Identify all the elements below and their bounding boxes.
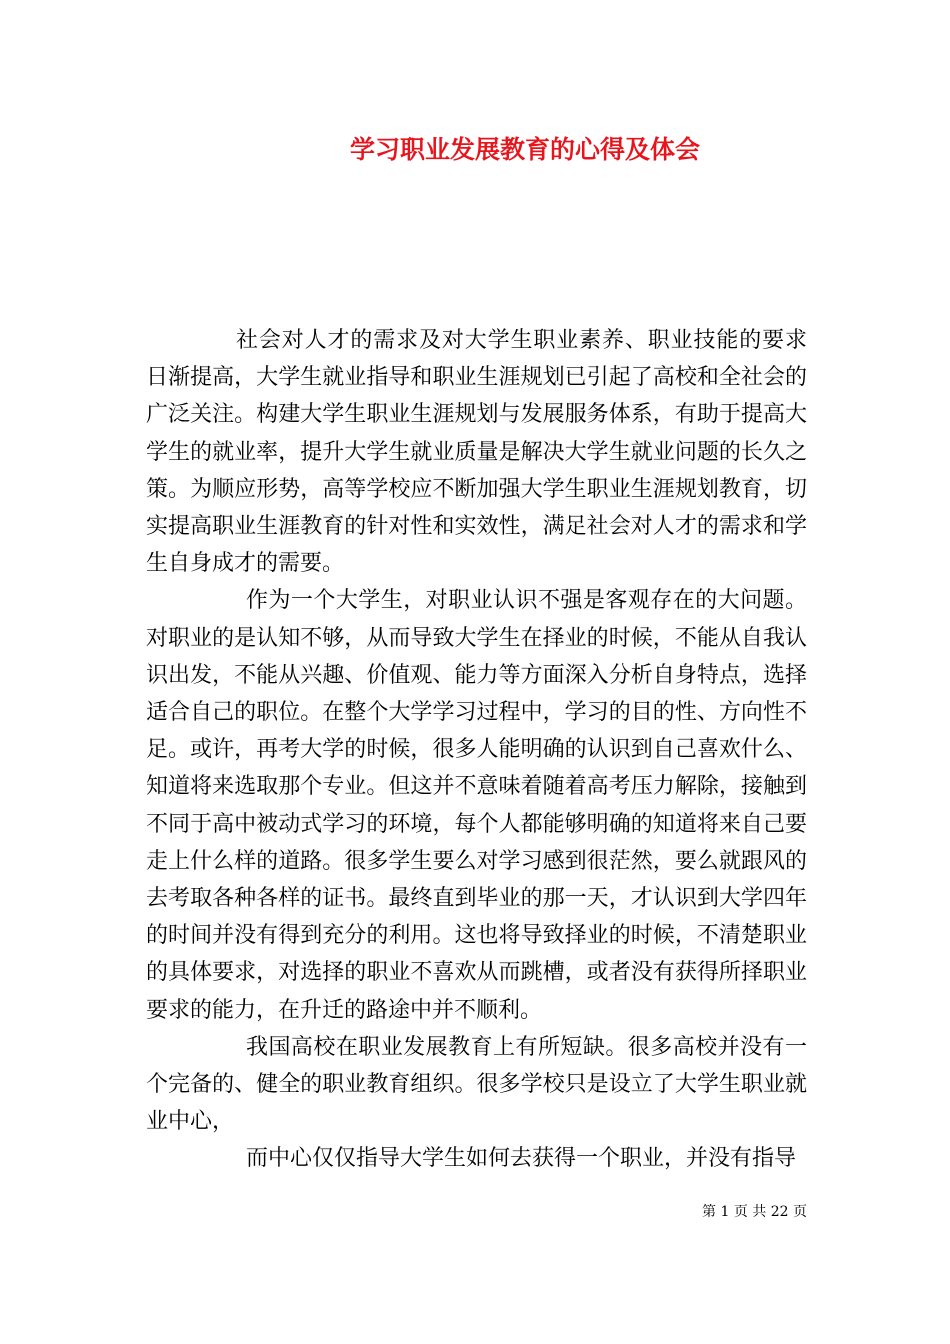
document-body <box>146 322 807 1178</box>
paragraph: 而中心仅仅指导大学生如何去获得一个职业，并没有指导 <box>246 1146 797 1172</box>
paragraph: 我国高校在职业发展教育上有所短缺。很多高校并没有一个完备的、健全的职业教育组织。很多学校只是设立了大学生职业就业中心， <box>146 1034 807 1135</box>
page-number: 第 1 页 共 22 页 <box>702 1204 807 1220</box>
paragraph: 作为一个大学生，对职业认识不强是客观存在的大问题。对职业的是认知不够，从而导致大学生在择业的时候，不能从自我认识出发，不能从兴趣、价值观、能力等方面深入分析自身特点，选择适合自己的职位。在整个大学学习过程中，学习的目的性、方向性不足。或许，再考大学的时候，很多人能明确的认识到自己喜欢什么、知道将来选取那个专业。但这并不意味着随着高考压力解除，接触到不同于高中被动式学习的环境，每个人都能够明确的知道将来自己要走上什么样的道路。很多学生要么对学习感到很茫然，要么就跟风的去考取各种各样的证书。最终直到毕业的那一天，才认识到大学四年的时间并没有得到充分的利用。这也将导致择业的时候，不清楚职业的具体要求，对选择的职业不喜欢从而跳槽，或者没有获得所择职业要求的能力，在升迁的路途中并不顺利。 <box>146 588 807 1023</box>
paragraph: 社会对人才的需求及对大学生职业素养、职业技能的要求日渐提高，大学生就业指导和职业生涯规划已引起了高校和全社会的广泛关注。构建大学生职业生涯规划与发展服务体系，有助于提高大学生的就业率，提升大学生就业质量是解决大学生就业问题的长久之策。为顺应形势，高等学校应不断加强大学生职业生涯规划教育，切实提高职业生涯教育的针对性和实效性，满足社会对人才的需求和学生自身成才的需要。 <box>146 328 807 577</box>
document-title: 学习职业发展教育的心得及体会 <box>349 135 700 164</box>
